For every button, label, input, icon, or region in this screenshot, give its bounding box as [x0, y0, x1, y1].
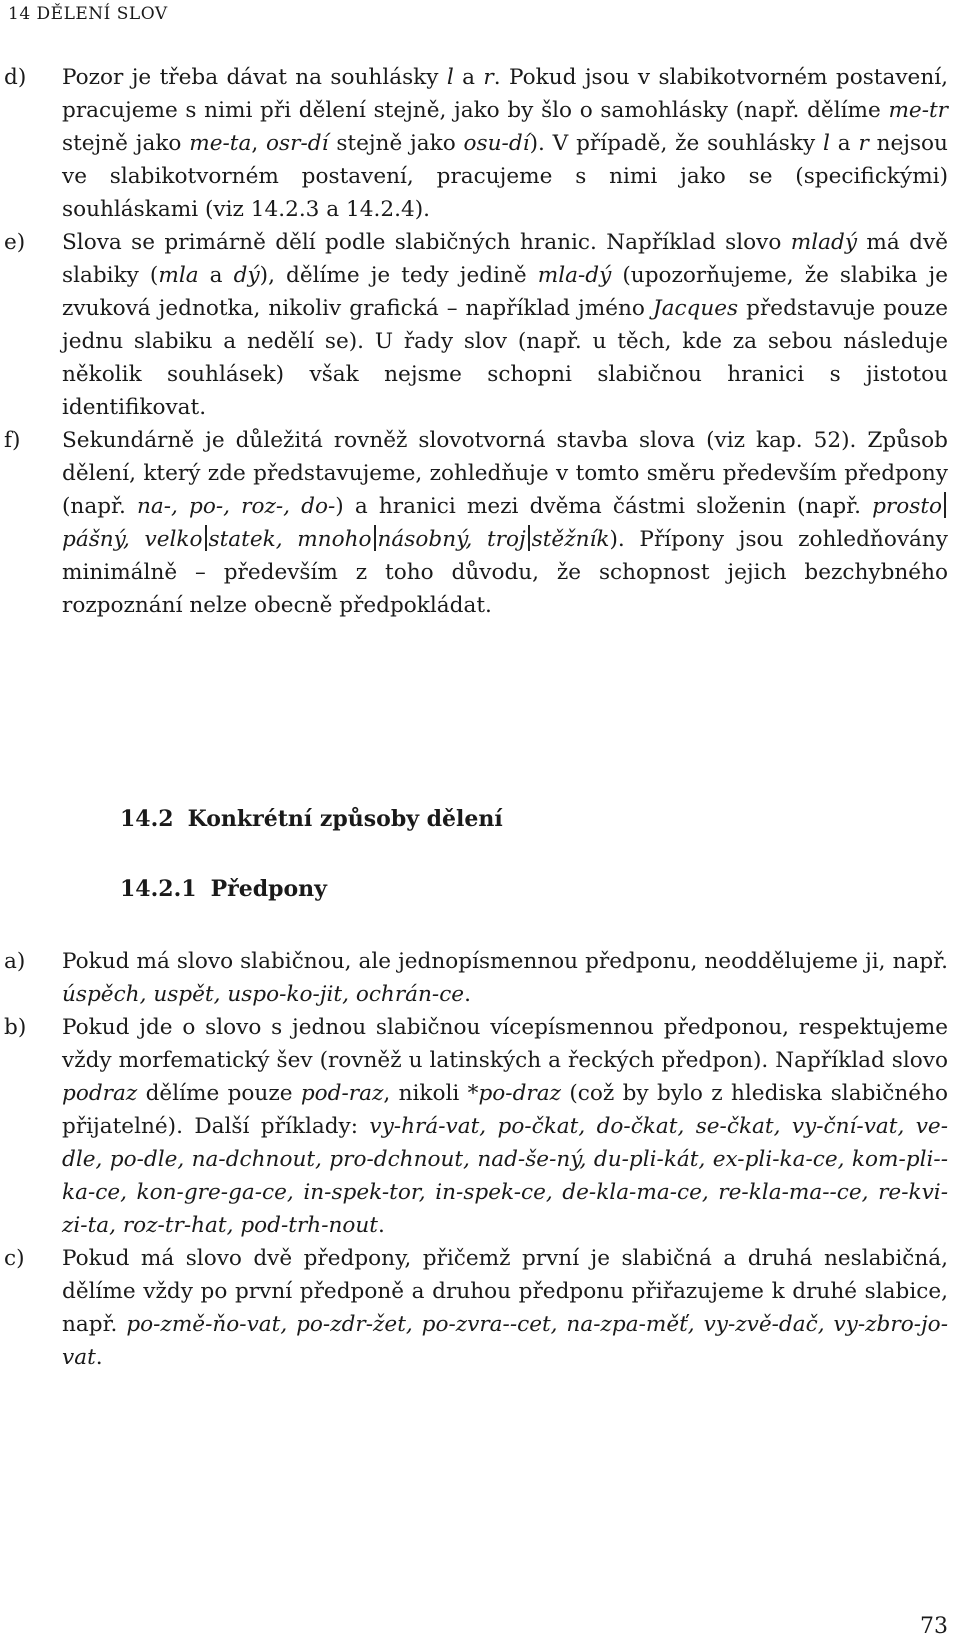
item-label: e): [4, 230, 26, 255]
text-run: má dvě slabiky (: [62, 230, 948, 288]
italic-text: stěžník: [531, 527, 610, 552]
italic-text: r: [483, 65, 494, 90]
text-run: Pozor je třeba dávat na souhlásky: [62, 65, 447, 90]
italic-text: dý: [233, 263, 260, 288]
text-run: .: [95, 1345, 103, 1370]
subsection-number: 14.2.1: [120, 876, 197, 902]
item-text: [62, 61, 948, 226]
list-item: [0, 1242, 960, 1374]
section-heading: [120, 806, 503, 832]
text-run: .: [464, 982, 471, 1007]
compound-boundary-mark: [205, 525, 207, 551]
item-label: f): [4, 428, 21, 453]
text-run: (což by bylo z hlediska slabičného přijatelné). Další příklady:: [62, 1081, 948, 1139]
italic-text: l: [446, 65, 454, 90]
list-item: [0, 424, 960, 622]
italic-text: r: [858, 131, 869, 156]
chapter-title: DĚLENÍ SLOV: [36, 4, 168, 24]
italic-text: po-draz: [478, 1081, 561, 1106]
italic-text: pášný, velko: [62, 527, 203, 552]
text-run: ). V případě, že souhlásky: [529, 131, 823, 156]
item-text: [62, 1011, 948, 1242]
item-label: c): [4, 1246, 25, 1271]
text-run: představuje pouze jednu slabiku a nedělí se). U řady slov (např. u těch, kde za sebou následuje několik souhlásek) však nejsme schopni slabičnou hranici s jistotou identifikovat.: [62, 296, 948, 420]
text-run: ,: [251, 131, 267, 156]
text-run: , nikoli *: [383, 1081, 479, 1106]
section-title: Konkrétní způsoby dělení: [187, 806, 503, 832]
item-label: d): [4, 65, 27, 90]
item-text: [62, 424, 948, 622]
italic-text: úspěch, uspět, uspo-ko-jit, ochrán-ce: [62, 982, 465, 1007]
item-label: b): [4, 1015, 27, 1040]
text-run: Pokud má slovo dvě předpony, přičemž první je slabičná a druhá neslabičná, dělíme vždy po první předponě a druhou předponu přiřazujeme k druhé slabice, např.: [62, 1246, 948, 1337]
italic-text: l: [823, 131, 830, 156]
italic-text: vy-hrá-vat, po-čkat, do-čkat, se-čkat, vy-ční-vat, ve-dle, po-dle, na-dchnout, pro-dchnout, nad-še-ný, du-pli-kát, ex-pli-ka-ce, kom-pli--ka-ce, kon-gre-ga-ce, in-spek-tor, in-spek-ce, de-kla-ma-ce, re-kla-ma--ce, re-kvi-zi-ta, roz-tr-hat, pod-trh-nout: [62, 1114, 948, 1238]
text-run: Slova se primárně dělí podle slabičných hranic. Například slovo: [62, 230, 791, 255]
text-run: dělíme pouze: [137, 1081, 301, 1106]
running-header: [8, 4, 168, 24]
item-text: [62, 945, 948, 1011]
italic-text: statek, mnoho: [208, 527, 372, 552]
text-run: ) a hranici mezi dvěma částmi složenin (např.: [335, 494, 873, 519]
text-run: Pokud jde o slovo s jednou slabičnou vícepísmennou předponou, respektujeme vždy morfematický šev (rovněž u latinských a řeckých předpon). Například slovo: [62, 1015, 948, 1073]
text-run: a: [198, 263, 234, 288]
text-run: nejsou ve slabikotvorném postavení, pracujeme s nimi jako se (specifickými) souhláskami (viz 14.2.3 a 14.2.4).: [62, 131, 948, 222]
subsection-title: Předpony: [210, 876, 327, 902]
italic-text: na-, po-, roz-, do-: [136, 494, 336, 519]
item-text: [62, 226, 948, 424]
italic-text: Jacques: [652, 296, 739, 321]
section-number: 14.2: [120, 806, 174, 832]
text-run: stejně jako: [62, 131, 190, 156]
list-item: [0, 226, 960, 424]
subsection-heading: [120, 876, 327, 902]
italic-text: mla-dý: [537, 263, 612, 288]
compound-boundary-mark: [374, 525, 376, 551]
text-run: ). Přípony jsou zohledňovány minimálně – především z toho důvodu, že schopnost jejich bezchybného rozpoznání nelze obecně předpokládat.: [62, 527, 948, 618]
text-run: . Pokud jsou v slabikotvorném postavení, pracujeme s nimi při dělení stejně, jako by šlo o samohlásky (např. dělíme: [62, 65, 948, 123]
text-run: a: [453, 65, 484, 90]
list-item: [0, 61, 960, 226]
compound-boundary-mark: [528, 525, 530, 551]
item-label: a): [4, 949, 26, 974]
italic-text: podraz: [62, 1081, 138, 1106]
italic-text: násobný, troj: [377, 527, 526, 552]
italic-text: osr-dí: [266, 131, 329, 156]
italic-text: mladý: [790, 230, 858, 255]
compound-boundary-mark: [944, 492, 946, 518]
text-run: .: [377, 1213, 385, 1238]
page-number: 73: [920, 1614, 948, 1639]
text-run: stejně jako: [328, 131, 464, 156]
italic-text: osu-dí: [463, 131, 530, 156]
italic-text: prosto: [872, 494, 942, 519]
text-run: a: [829, 131, 859, 156]
text-run: ), dělíme je tedy jedině: [259, 263, 538, 288]
items-top-list: [0, 61, 960, 622]
items-bottom-list: [0, 945, 960, 1374]
text-run: Sekundárně je důležitá rovněž slovotvorná stavba slova (viz kap. 52). Způsob dělení, který zde představujeme, zohledňuje v tomto směru především předpony (např.: [62, 428, 948, 519]
list-item: [0, 1011, 960, 1242]
italic-text: me-tr: [888, 98, 948, 123]
italic-text: mla: [158, 263, 199, 288]
chapter-number: 14: [8, 4, 31, 24]
text-run: (upozorňujeme, že slabika je zvuková jednotka, nikoliv grafická – například jméno: [62, 263, 948, 321]
italic-text: po-změ-ňo-vat, po-zdr-žet, po-zvra--cet, na-zpa-měť, vy-zvě-dač, vy-zbro-jo-vat: [62, 1312, 948, 1370]
italic-text: pod-raz: [300, 1081, 384, 1106]
text-run: Pokud má slovo slabičnou, ale jednopísmennou předponu, neoddělujeme ji, např.: [62, 949, 948, 974]
list-item: [0, 945, 960, 1011]
italic-text: me-ta: [189, 131, 252, 156]
item-text: [62, 1242, 948, 1374]
